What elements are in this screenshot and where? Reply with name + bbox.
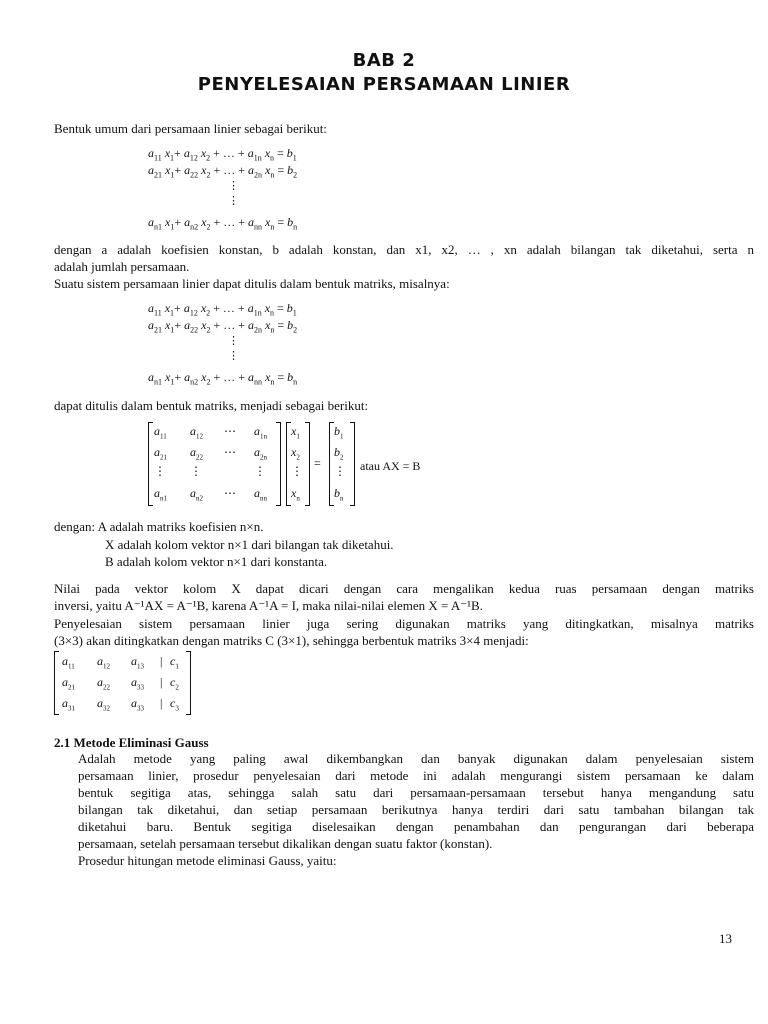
matrix-element: |	[160, 696, 163, 710]
matrix-element: $b_1$	[334, 424, 344, 441]
chapter-label: BAB 2	[352, 50, 416, 71]
equation-row: $a_{21}$ $x_1+ a_{22}$ $x_2$ + … + $a_{2n}$ $x_n = b_2$	[148, 318, 298, 335]
paragraph-4-line-2: inversi, yaitu A⁻¹AX = A⁻¹B, karena A⁻¹A = I, maka nilai-nilai elemen X = A⁻¹B.	[54, 598, 483, 613]
augmented-matrix	[54, 651, 204, 715]
matrix-element: ⋮	[334, 464, 346, 478]
matrix-element: ⋯	[224, 424, 236, 438]
matrix-element: $a_{11}$	[62, 654, 75, 671]
matrix-element: $x_2$	[291, 445, 300, 462]
section-heading: 2.1 Metode Eliminasi Gauss	[54, 735, 209, 750]
paragraph-2: Suatu sistem persamaan linier dapat ditulis dalam bentuk matriks, misalnya:	[54, 276, 450, 291]
chapter-title: PENYELESAIAN PERSAMAAN LINIER	[197, 74, 571, 95]
equation-row: $a_{n1}$ $x_1+ a_{n2}$ $x_2$ + … + $a_{nn}$ $x_n = b_n$	[148, 370, 298, 387]
matrix-element: |	[160, 675, 163, 689]
equation-row: $a_{11}$ $x_1+ a_{12}$ $x_2$ + … + $a_{1n}$ $x_n = b_1$	[148, 146, 297, 163]
intro-text: Bentuk umum dari persamaan linier sebagai berikut:	[54, 121, 327, 136]
matrix-element: ⋮	[154, 464, 166, 478]
matrix-element: $a_{22}$	[97, 675, 110, 692]
section-line-3: bentuk segitiga atas, sehingga salah satu dari persamaan-persamaan tersebut hanya mengandung satu	[78, 785, 754, 800]
paragraph-4-line-1: Nilai pada vektor kolom X dapat dicari dengan cara mengalikan kedua ruas persamaan dengan matriks	[54, 581, 754, 596]
matrix-element: $c_2$	[170, 675, 179, 692]
right-bracket	[276, 422, 281, 506]
paragraph-3: dapat ditulis dalam bentuk matriks, menjadi sebagai berikut:	[54, 398, 369, 413]
right-bracket	[350, 422, 355, 506]
matrix-element: $a_{nn}$	[254, 486, 267, 503]
matrix-element: $a_{12}$	[97, 654, 110, 671]
section-line-6: persamaan, setelah persamaan tersebut dikalikan dengan suatu faktor (konstan).	[78, 836, 493, 851]
matrix-element: $a_{33}$	[131, 675, 144, 692]
paragraph-1-line-1: dengan a adalah koefisien konstan, b adalah konstan, dan x1, x2, … , xn adalah bilangan tak diketahui, serta n	[54, 242, 754, 257]
matrix-element: $a_{2n}$	[254, 445, 267, 462]
left-bracket	[148, 422, 153, 506]
matrix-element: $a_{21}$	[154, 445, 167, 462]
matrix-element: $a_{n2}$	[190, 486, 203, 503]
equation-row: $a_{21}$ $x_1+ a_{22}$ $x_2$ + … + $a_{2n}$ $x_n = b_2$	[148, 163, 298, 180]
right-bracket	[305, 422, 310, 506]
right-bracket	[186, 651, 191, 715]
paragraph-1-line-2: adalah jumlah persamaan.	[54, 259, 190, 274]
matrix-element: $c_3$	[170, 696, 179, 713]
matrix-element: ⋯	[224, 486, 236, 500]
definition-x: X adalah kolom vektor n×1 dari bilangan tak diketahui.	[105, 537, 394, 552]
vertical-dots: ⋮	[228, 350, 239, 362]
matrix-element: $a_{21}$	[62, 675, 75, 692]
matrix-element: $b_2$	[334, 445, 344, 462]
matrix-element: $a_{31}$	[62, 696, 75, 713]
matrix-element: ⋯	[224, 445, 236, 459]
paragraph-5-line-2: (3×3) akan ditingkatkan dengan matriks C (3×1), sehingga berbentuk matriks 3×4 menjadi:	[54, 633, 529, 648]
definition-b: B adalah kolom vektor n×1 dari konstanta.	[105, 554, 328, 569]
definition-a: dengan: A adalah matriks koefisien n×n.	[54, 519, 264, 534]
section-line-4: bilangan tak diketahui, dan setiap persamaan berikutnya hanya terdiri dari satu tambahan bilangan tak	[78, 802, 754, 817]
section-procedure: Prosedur hitungan metode eliminasi Gauss, yaitu:	[78, 853, 337, 868]
matrix-element: $x_n$	[291, 486, 300, 503]
section-line-2: persamaan linier, prosedur penyelesaian dari metode ini adalah mengurangi sistem persamaan ke dalam	[78, 768, 754, 783]
matrix-element: $x_1$	[291, 424, 300, 441]
matrix-element: $a_{12}$	[190, 424, 203, 441]
equation-row: $a_{n1}$ $x_1+ a_{n2}$ $x_2$ + … + $a_{nn}$ $x_n = b_n$	[148, 215, 298, 232]
paragraph-5-line-1: Penyelesaian sistem persamaan linier juga sering digunakan matriks yang ditingkatkan, misalnya matriks	[54, 616, 754, 631]
matrix-element: $c_1$	[170, 654, 179, 671]
matrix-element: ⋮	[190, 464, 202, 478]
matrix-element: |	[160, 654, 163, 668]
matrix-element: $a_{11}$	[154, 424, 167, 441]
section-line-5: diketahui baru. Bentuk segitiga diselesaikan dengan penambahan dan pengurangan dari beberapa	[78, 819, 754, 834]
matrix-element: $a_{22}$	[190, 445, 203, 462]
vertical-dots: ⋮	[228, 180, 239, 192]
left-bracket	[54, 651, 59, 715]
vertical-dots: ⋮	[228, 195, 239, 207]
vertical-dots: ⋮	[228, 335, 239, 347]
page-number: 13	[719, 931, 732, 946]
matrix-element: ⋮	[254, 464, 266, 478]
matrix-element: $a_{13}$	[131, 654, 144, 671]
matrix-equation-short-form: atau AX = B	[360, 459, 421, 473]
matrix-element: $a_{33}$	[131, 696, 144, 713]
matrix-element: $a_{n1}$	[154, 486, 167, 503]
section-line-1: Adalah metode yang paling awal dikembangkan dan banyak digunakan dalam penyelesaian sistem	[78, 751, 754, 766]
equation-row: $a_{11}$ $x_1+ a_{12}$ $x_2$ + … + $a_{1n}$ $x_n = b_1$	[148, 301, 297, 318]
matrix-element: $b_n$	[334, 486, 344, 503]
matrix-element: $a_{32}$	[97, 696, 110, 713]
matrix-element: ⋮	[291, 464, 303, 478]
equals-sign: =	[314, 456, 321, 470]
matrix-element: $a_{1n}$	[254, 424, 267, 441]
